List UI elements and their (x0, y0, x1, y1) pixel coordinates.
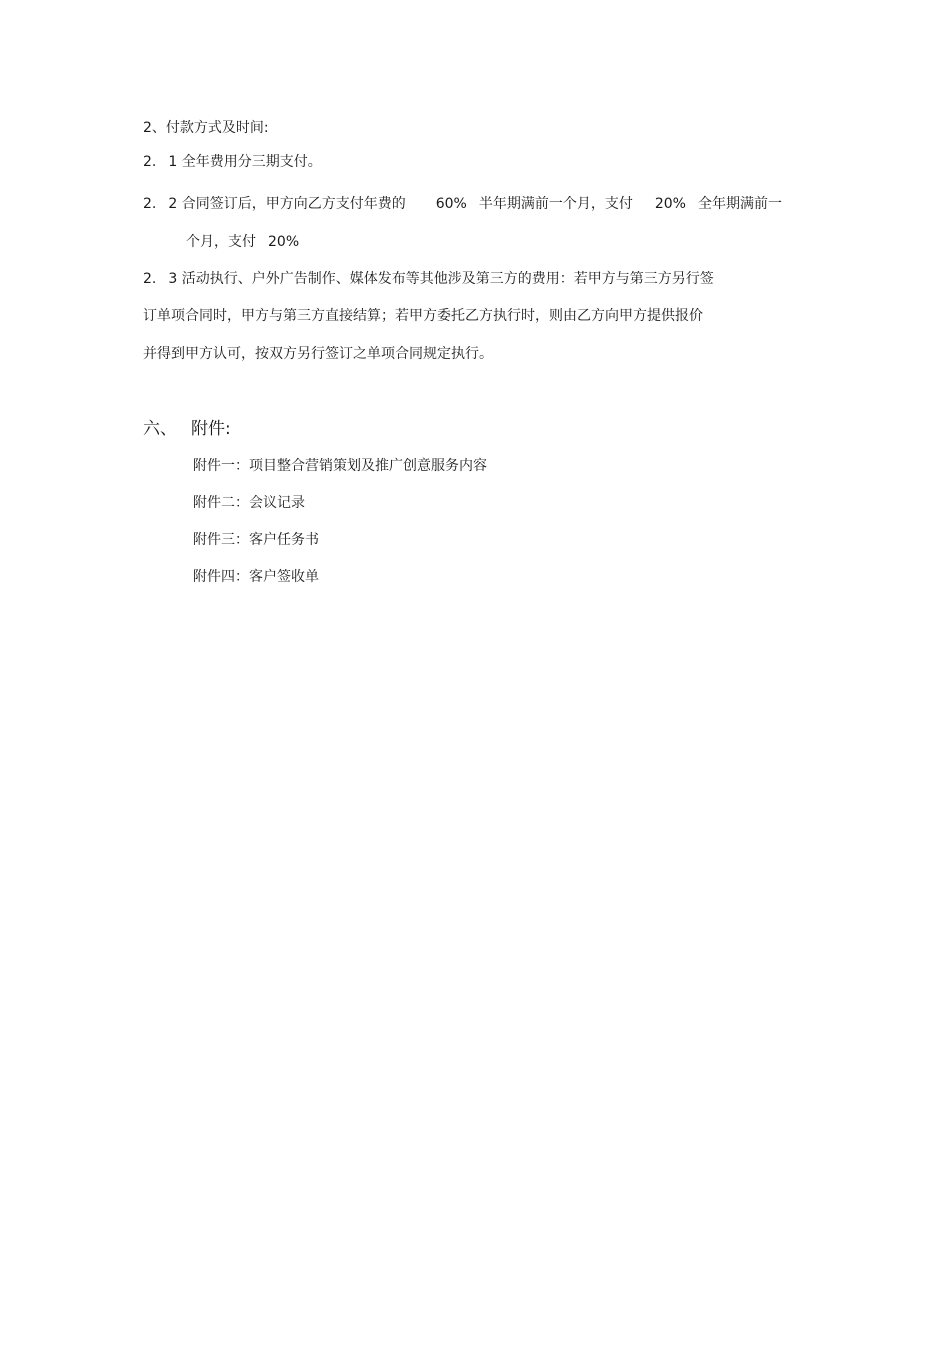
item-text: 半年期满前一个月，支付 (478, 196, 633, 212)
attachment-item-3: 附件三：客户任务书 (193, 532, 319, 548)
percent-20: 20% (654, 196, 686, 212)
attachment-item-1: 附件一：项目整合营销策划及推广创意服务内容 (193, 458, 487, 474)
item-text: 全年期满前一 (697, 196, 782, 212)
item-text: 1 全年费用分三期支付。 (168, 154, 322, 170)
item-text: 个月，支付 (186, 234, 256, 250)
payment-item-2-2-continued (186, 233, 299, 251)
percent-60: 60% (435, 196, 467, 212)
item-number: 2. (143, 196, 157, 212)
item-text: 2 合同签订后，甲方向乙方支付年费的 (168, 196, 406, 212)
section-number: 六、 (143, 419, 177, 439)
payment-item-2-1 (143, 153, 322, 171)
section-title: 附件: (191, 419, 231, 439)
item-text: 3 活动执行、户外广告制作、媒体发布等其他涉及第三方的费用：若甲方与第三方另行签 (168, 271, 714, 287)
percent-20: 20% (268, 234, 300, 250)
attachment-item-4: 附件四：客户签收单 (193, 569, 319, 585)
payment-item-2-3 (143, 270, 714, 288)
item-number: 2. (143, 154, 157, 170)
payment-item-2-2 (143, 195, 782, 213)
payment-heading: 2、付款方式及时间: (143, 120, 269, 136)
item-number: 2. (143, 271, 157, 287)
attachments-heading (143, 419, 231, 439)
attachment-item-2: 附件二：会议记录 (193, 495, 305, 511)
payment-item-2-3-line3: 并得到甲方认可，按双方另行签订之单项合同规定执行。 (143, 346, 493, 362)
payment-item-2-3-line2: 订单项合同时，甲方与第三方直接结算；若甲方委托乙方执行时，则由乙方向甲方提供报价 (143, 308, 703, 324)
